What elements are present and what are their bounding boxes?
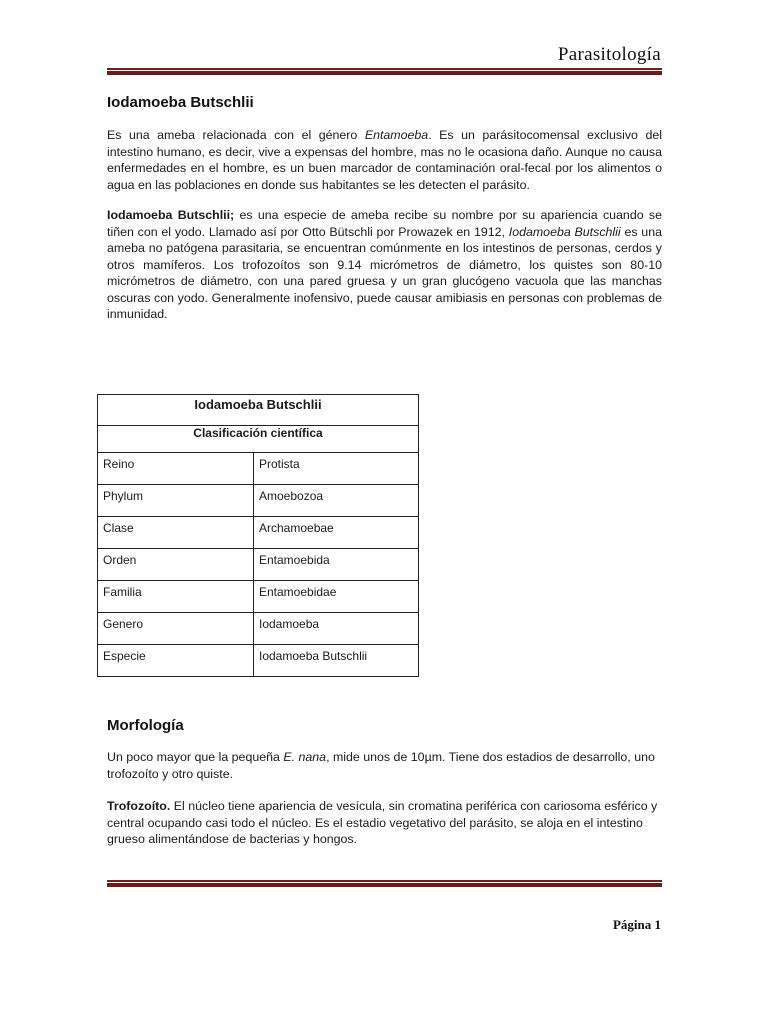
classification-table (97, 394, 419, 677)
section-title-morfologia: Morfología (107, 717, 184, 734)
table-title: Iodamoeba Butschlii (98, 395, 419, 426)
table-row (98, 645, 419, 677)
row-value: Archamoebae (254, 517, 419, 549)
trophozoite-paragraph: Trofozoíto. El núcleo tiene apariencia de vesícula, sin cromatina periférica con cariosoma esférico y central ocupando casi todo el núcleo. Es el estadio vegetativo del parásito, se aloja en el intestino grueso alimentándose de bacterias y hongos. (107, 799, 658, 846)
header-rule (107, 68, 662, 75)
row-label: Familia (98, 581, 254, 613)
footer-rule (107, 880, 662, 887)
section-title-iodamoeba: Iodamoeba Butschlii (107, 94, 254, 111)
row-value: Amoebozoa (254, 485, 419, 517)
row-label: Clase (98, 517, 254, 549)
table-row (98, 549, 419, 581)
table-row (98, 581, 419, 613)
table-subtitle: Clasificación científica (98, 426, 419, 453)
row-label: Phylum (98, 485, 254, 517)
row-label: Reino (98, 453, 254, 485)
page-number: Página 1 (612, 917, 661, 932)
row-value: Entamoebidae (254, 581, 419, 613)
row-value: Protista (254, 453, 419, 485)
intro-paragraph: Es una ameba relacionada con el género Entamoeba. Es un parásitocomensal exclusivo del intestino humano, es decir, vive a expensas del hombre, mas no le ocasiona daño. Aunque no causa enfermedades en el hombre, es un buen marcador de contaminación oral-fecal por los alimentos o agua en las poblaciones en donde sus habitantes se les detecten el parásito. (107, 128, 662, 192)
table-row (98, 517, 419, 549)
table-row (98, 613, 419, 645)
morphology-paragraph: Un poco mayor que la pequeña E. nana, mide unos de 10µm. Tiene dos estadios de desarrollo, uno trofozoíto y otro quiste. (107, 750, 655, 781)
header-title: Parasitología (557, 44, 661, 65)
row-value: Iodamoeba Butschlii (254, 645, 419, 677)
table-row (98, 485, 419, 517)
description-paragraph: Iodamoeba Butschlii; es una especie de ameba recibe su nombre por su apariencia cuando se tiñen con el yodo. Llamado así por Otto Bütschli por Prowazek en 1912, Iodamoeba Butschlii es una ameba no patógena parasitaria, se encuentran comúnmente en los intestinos de personas, cerdos y otros mamíferos. Los trofozoítos son 9.14 micrómetros de diámetro, los quistes son 80-10 micrómetros de diámetro, con una pared gruesa y un gran glucógeno vacuola que las manchas oscuras con yodo. Generalmente inofensivo, puede causar amibiasis en personas con problemas de inmunidad. (107, 208, 662, 321)
row-value: Entamoebida (254, 549, 419, 581)
row-value: Iodamoeba (254, 613, 419, 645)
table-row (98, 453, 419, 485)
row-label: Orden (98, 549, 254, 581)
row-label: Especie (98, 645, 254, 677)
row-label: Genero (98, 613, 254, 645)
